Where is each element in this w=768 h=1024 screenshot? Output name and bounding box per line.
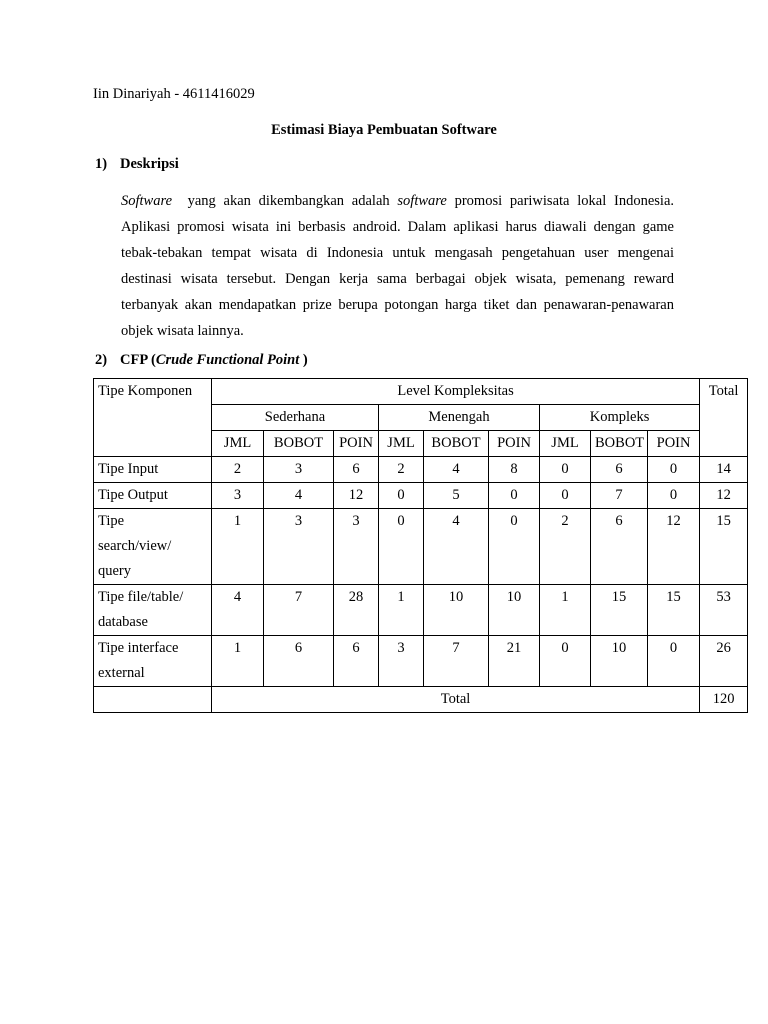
header-sub-bobot: BOBOT (591, 431, 648, 457)
italic-software-2: software (397, 193, 447, 209)
row-value-cell: 5 (424, 483, 489, 509)
header-sub-jml: JML (379, 431, 424, 457)
section-1-heading (95, 156, 179, 173)
row-total-cell: 14 (700, 457, 748, 483)
row-value-cell: 0 (648, 636, 700, 687)
row-value-cell: 0 (648, 457, 700, 483)
row-value-cell: 0 (540, 636, 591, 687)
section-2-italic: Crude Functional Point (155, 352, 300, 368)
row-value-cell: 1 (212, 509, 264, 585)
header-total: Total (700, 379, 748, 457)
header-sub-poin: POIN (489, 431, 540, 457)
author-line: Iin Dinariyah - 4611416029 (93, 86, 255, 102)
row-label (94, 636, 212, 687)
row-value-cell: 6 (264, 636, 334, 687)
cfp-table (93, 378, 748, 713)
row-label-line: Tipe Output (98, 487, 168, 503)
table-row (94, 585, 748, 636)
footer-empty-cell (94, 687, 212, 713)
row-value-cell: 3 (264, 457, 334, 483)
row-label (94, 509, 212, 585)
row-value-cell: 3 (264, 509, 334, 585)
row-value-cell: 1 (379, 585, 424, 636)
footer-total-label: Total (212, 687, 700, 713)
row-label-line: external (98, 665, 145, 681)
row-value-cell: 3 (212, 483, 264, 509)
row-label-line: Tipe interface (98, 640, 179, 656)
header-level-medium: Menengah (379, 405, 540, 431)
section-1-title: Deskripsi (120, 156, 179, 172)
row-value-cell: 12 (334, 483, 379, 509)
row-label-line: Tipe (98, 513, 125, 529)
row-total-cell: 12 (700, 483, 748, 509)
paragraph-line-6: objek wisata lainnya. (121, 323, 244, 339)
table-row (94, 636, 748, 687)
row-value-cell: 10 (591, 636, 648, 687)
row-value-cell: 10 (489, 585, 540, 636)
row-label-line: Tipe Input (98, 461, 159, 477)
header-sub-poin: POIN (334, 431, 379, 457)
row-label-line: search/view/ (98, 538, 172, 554)
row-value-cell: 28 (334, 585, 379, 636)
paragraph-line-5: terbanyak akan mendapatkan prize berupa potongan harga tiket dan penawaran-penawaran (121, 297, 674, 313)
row-value-cell: 1 (540, 585, 591, 636)
row-value-cell: 7 (424, 636, 489, 687)
row-total-cell: 53 (700, 585, 748, 636)
header-sub-bobot: BOBOT (264, 431, 334, 457)
row-label (94, 585, 212, 636)
paragraph-line-3: tebak-tebakan tempat wisata di Indonesia untuk mengasah pengetahuan user mengenai (121, 245, 674, 261)
row-label (94, 483, 212, 509)
row-value-cell: 0 (489, 483, 540, 509)
table-row (94, 457, 748, 483)
row-value-cell: 4 (424, 457, 489, 483)
row-value-cell: 4 (424, 509, 489, 585)
row-value-cell: 7 (264, 585, 334, 636)
table-row (94, 483, 748, 509)
row-value-cell: 15 (648, 585, 700, 636)
row-value-cell: 1 (212, 636, 264, 687)
row-value-cell: 3 (379, 636, 424, 687)
row-value-cell: 2 (212, 457, 264, 483)
header-sub-jml: JML (540, 431, 591, 457)
section-2-heading (95, 352, 308, 369)
header-level-simple: Sederhana (212, 405, 379, 431)
header-sub-jml: JML (212, 431, 264, 457)
table-body (94, 457, 748, 687)
header-complexity-level: Level Kompleksitas (212, 379, 700, 405)
section-2-number: 2) (95, 352, 108, 368)
header-component-type: Tipe Komponen (94, 379, 212, 457)
row-value-cell: 0 (540, 457, 591, 483)
row-value-cell: 3 (334, 509, 379, 585)
row-label-line: Tipe file/table/ (98, 589, 184, 605)
footer-total-value: 120 (700, 687, 748, 713)
row-value-cell: 0 (379, 509, 424, 585)
row-value-cell: 6 (591, 509, 648, 585)
paragraph-text: yang akan dikembangkan adalah (172, 193, 398, 209)
row-value-cell: 0 (379, 483, 424, 509)
row-value-cell: 6 (334, 636, 379, 687)
paragraph-line-4: destinasi wisata tersebut. Dengan kerja sama berbagai objek wisata, pemenang reward (121, 271, 674, 287)
row-value-cell: 8 (489, 457, 540, 483)
row-value-cell: 12 (648, 509, 700, 585)
row-value-cell: 6 (591, 457, 648, 483)
row-label (94, 457, 212, 483)
section-1-number: 1) (95, 156, 108, 172)
row-value-cell: 10 (424, 585, 489, 636)
row-value-cell: 2 (540, 509, 591, 585)
paragraph-line-1 (121, 188, 674, 214)
row-value-cell: 0 (540, 483, 591, 509)
table-footer-row (94, 687, 748, 713)
row-value-cell: 2 (379, 457, 424, 483)
row-label-line: query (98, 563, 132, 579)
row-value-cell: 0 (648, 483, 700, 509)
header-level-complex: Kompleks (540, 405, 700, 431)
description-paragraph (121, 188, 674, 344)
row-total-cell: 26 (700, 636, 748, 687)
section-2-suffix: ) (299, 352, 308, 368)
italic-software-1: Software (121, 193, 173, 209)
row-value-cell: 21 (489, 636, 540, 687)
header-sub-poin: POIN (648, 431, 700, 457)
row-value-cell: 7 (591, 483, 648, 509)
header-sub-bobot: BOBOT (424, 431, 489, 457)
row-label-line: database (98, 614, 148, 630)
row-value-cell: 15 (591, 585, 648, 636)
row-value-cell: 4 (212, 585, 264, 636)
row-value-cell: 4 (264, 483, 334, 509)
table-row (94, 509, 748, 585)
table-header-row-1 (94, 379, 748, 405)
paragraph-line-2: Aplikasi promosi wisata ini berbasis android. Dalam aplikasi harus diawali dengan game (121, 219, 674, 235)
section-2-prefix: CFP ( (120, 352, 156, 368)
row-total-cell: 15 (700, 509, 748, 585)
paragraph-text: promosi pariwisata lokal Indonesia. (446, 193, 675, 209)
row-value-cell: 6 (334, 457, 379, 483)
row-value-cell: 0 (489, 509, 540, 585)
document-title: Estimasi Biaya Pembuatan Software (271, 122, 497, 138)
